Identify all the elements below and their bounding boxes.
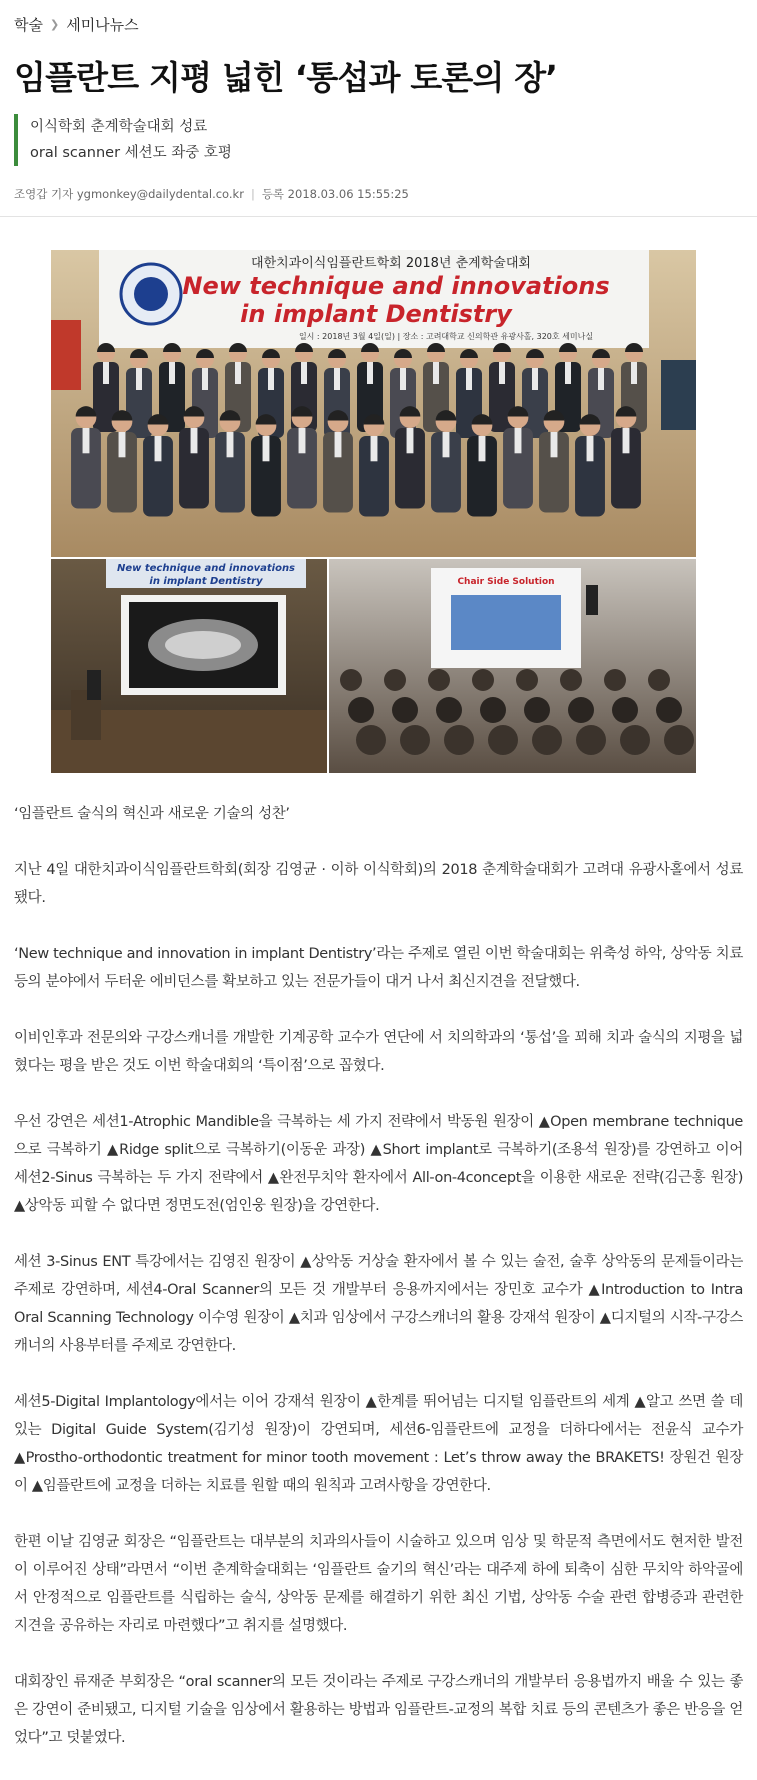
audience-member <box>348 697 374 723</box>
audience-member <box>488 725 518 755</box>
article-paragraph: 우선 강연은 세션1-Atrophic Mandible을 극복하는 세 가지 전략에서 박동원 원장이 ▲Open membrane technique으로 극복하기 ▲Ridge split으로 극복하기(이동운 과장) ▲Short implant로 극복하기(조용석 원장)를 강연하고 이어 세션2-Sinus 극복하는 두 가지 전략에서 ▲완전무치악 환자에서 All-on-4concept을 이용한 새로운 전략(김근홍 원장) ▲상악동 피할 수 없다면 정면도전(엄인웅 원장)을 강연한다. <box>14 1114 743 1214</box>
society-logo-inner-icon <box>134 277 168 311</box>
xray-teeth-icon <box>165 631 241 659</box>
audience-member <box>648 669 670 691</box>
subheadline-line-1: 이식학회 춘계학술대회 성료 <box>30 119 208 135</box>
audience-member <box>524 697 550 723</box>
audience-member <box>560 669 582 691</box>
audience-member <box>604 669 626 691</box>
subheadline-line-2: oral scanner 세션도 좌중 호평 <box>30 145 232 161</box>
banner-title-line-1: New technique and innovations <box>182 272 610 300</box>
audience-member <box>656 697 682 723</box>
breadcrumb-section-link[interactable]: 학술 <box>14 16 43 34</box>
article-body <box>14 800 743 1780</box>
photo-divider-horizontal <box>51 557 696 559</box>
photo-divider-vertical <box>327 558 329 773</box>
banner-korean-title: 대한치과이식임플란트학회 2018년 춘계학술대회 <box>251 256 531 271</box>
audience-member <box>664 725 694 755</box>
article-paragraph: 지난 4일 대한치과이식임플란트학회(회장 김영균 · 이하 이식학회)의 2018 춘계학술대회가 고려대 유광사홀에서 성료됐다. <box>14 862 743 906</box>
article-paragraph: 세션 3-Sinus ENT 특강에서는 김영진 원장이 ▲상악동 거상술 환자에서 볼 수 있는 술전, 술후 상악동의 문제들이라는 주제로 강연하며, 세션4-Oral Scanner의 모든 것 개발부터 응용까지에서는 장민호 교수가 ▲Introduction to Intra Oral Scanning Technology 이수영 원장이 ▲치과 임상에서 구강스캐너의 활용 강재석 원장이 ▲디지털의 시작-구강스캐너의 사용부터를 주제로 강연한다. <box>14 1254 743 1354</box>
banner-title-line-2: in implant Dentistry <box>240 300 512 328</box>
article-photo-collage <box>51 250 696 773</box>
article-byline <box>14 186 409 202</box>
seminar-slide-image <box>451 595 561 650</box>
audience-member <box>516 669 538 691</box>
article-paragraph: 세션5-Digital Implantology에서는 이어 강재석 원장이 ▲한계를 뛰어넘는 디지털 임플란트의 세계 ▲알고 쓰면 쓸 데 있는 Digital Guide System(김기성 원장)이 강연되며, 세션6-임플란트에 교정을 더하다에서는 전윤식 교수가 ▲Prostho-orthodontic treatment for minor tooth movement : Let’s throw away the BRAKETS! 장원건 원장이 ▲임플란트에 교정을 더하는 치료를 원할 때의 원칙과 고려사항을 강연한다. <box>14 1394 743 1494</box>
audience-member <box>612 697 638 723</box>
audience-member <box>384 669 406 691</box>
audience-member <box>392 697 418 723</box>
article-paragraph: ‘New technique and innovation in implant Dentistry’라는 주제로 열린 이번 학술대회는 위축성 하악, 상악동 치료 등의 분야에서 두터운 에비던스를 확보하고 있는 전문가들이 대거 나서 최신지견을 전달했다. <box>14 946 743 990</box>
banner-details: 일시 : 2018년 3월 4일(일) | 장소 : 고려대학교 신의학관 유광사홀, 320호 세미나실 <box>298 332 594 341</box>
byline-registered: 등록 2018.03.06 15:55:25 <box>261 187 409 201</box>
audience-member <box>356 725 386 755</box>
audience-member <box>532 725 562 755</box>
article-subheadline <box>14 114 232 166</box>
flag-right <box>661 360 696 430</box>
breadcrumb <box>14 14 139 35</box>
article-headline: 임플란트 지평 넓힌 ‘통섭과 토론의 장’ <box>14 58 558 97</box>
byline-divider: | <box>250 187 255 201</box>
audience-member <box>436 697 462 723</box>
article-paragraph: ‘임플란트 술식의 혁신과 새로운 기술의 성찬’ <box>14 806 290 822</box>
audience-member <box>568 697 594 723</box>
chevron-right-icon: ❯ <box>49 18 60 31</box>
article-paragraph: 대회장인 류재준 부회장은 “oral scanner의 모든 것이라는 주제로 구강스캐너의 개발부터 응용법까지 배울 수 있는 좋은 강연이 준비됐고, 디지털 기술을 임상에서 활용하는 방법과 임플란트-교정의 복합 치료 등의 콘텐츠가 좋은 반응을 얻었다”고 덧붙였다. <box>14 1674 743 1746</box>
header-divider <box>0 216 757 217</box>
seminar-slide-title: Chair Side Solution <box>457 577 555 587</box>
breadcrumb-subsection-link[interactable]: 세미나뉴스 <box>66 16 139 34</box>
article-paragraph: 한편 이날 김영균 회장은 “임플란트는 대부분의 치과의사들이 시술하고 있으며 임상 및 학문적 측면에서도 현저한 발전이 이루어진 상태”라면서 “이번 춘계학술대회는 ‘임플란트 술기의 혁신’라는 대주제 하에 퇴축이 심한 무치악 하악골에서 안정적으로 임플란트를 식립하는 술식, 상악동 문제를 해결하기 위한 최신 기법, 상악동 수술 관련 합병증과 관련한 지견을 공유하는 자리로 마련했다”고 취지를 설명했다. <box>14 1534 743 1634</box>
lecture-banner-line-2: in implant Dentistry <box>149 576 263 587</box>
flag-left <box>51 320 81 390</box>
audience-member <box>472 669 494 691</box>
audience-member <box>576 725 606 755</box>
audience-member <box>340 669 362 691</box>
article-paragraph: 이비인후과 전문의와 구강스캐너를 개발한 기계공학 교수가 연단에 서 치의학과의 ‘통섭’을 꾀해 치과 술식의 지평을 넓혔다는 평을 받은 것도 이번 학술대회의 ‘특이점’으로 꼽혔다. <box>14 1030 743 1074</box>
audience-member <box>444 725 474 755</box>
seminar-speaker <box>586 585 598 615</box>
audience-member <box>620 725 650 755</box>
lecture-banner-line-1: New technique and innovations <box>116 563 296 574</box>
audience-member <box>428 669 450 691</box>
article-photo <box>51 250 696 773</box>
audience-member <box>400 725 430 755</box>
audience-member <box>480 697 506 723</box>
byline-author: 조영갑 기자 ygmonkey@dailydental.co.kr <box>14 187 244 201</box>
speaker-figure <box>87 670 101 700</box>
